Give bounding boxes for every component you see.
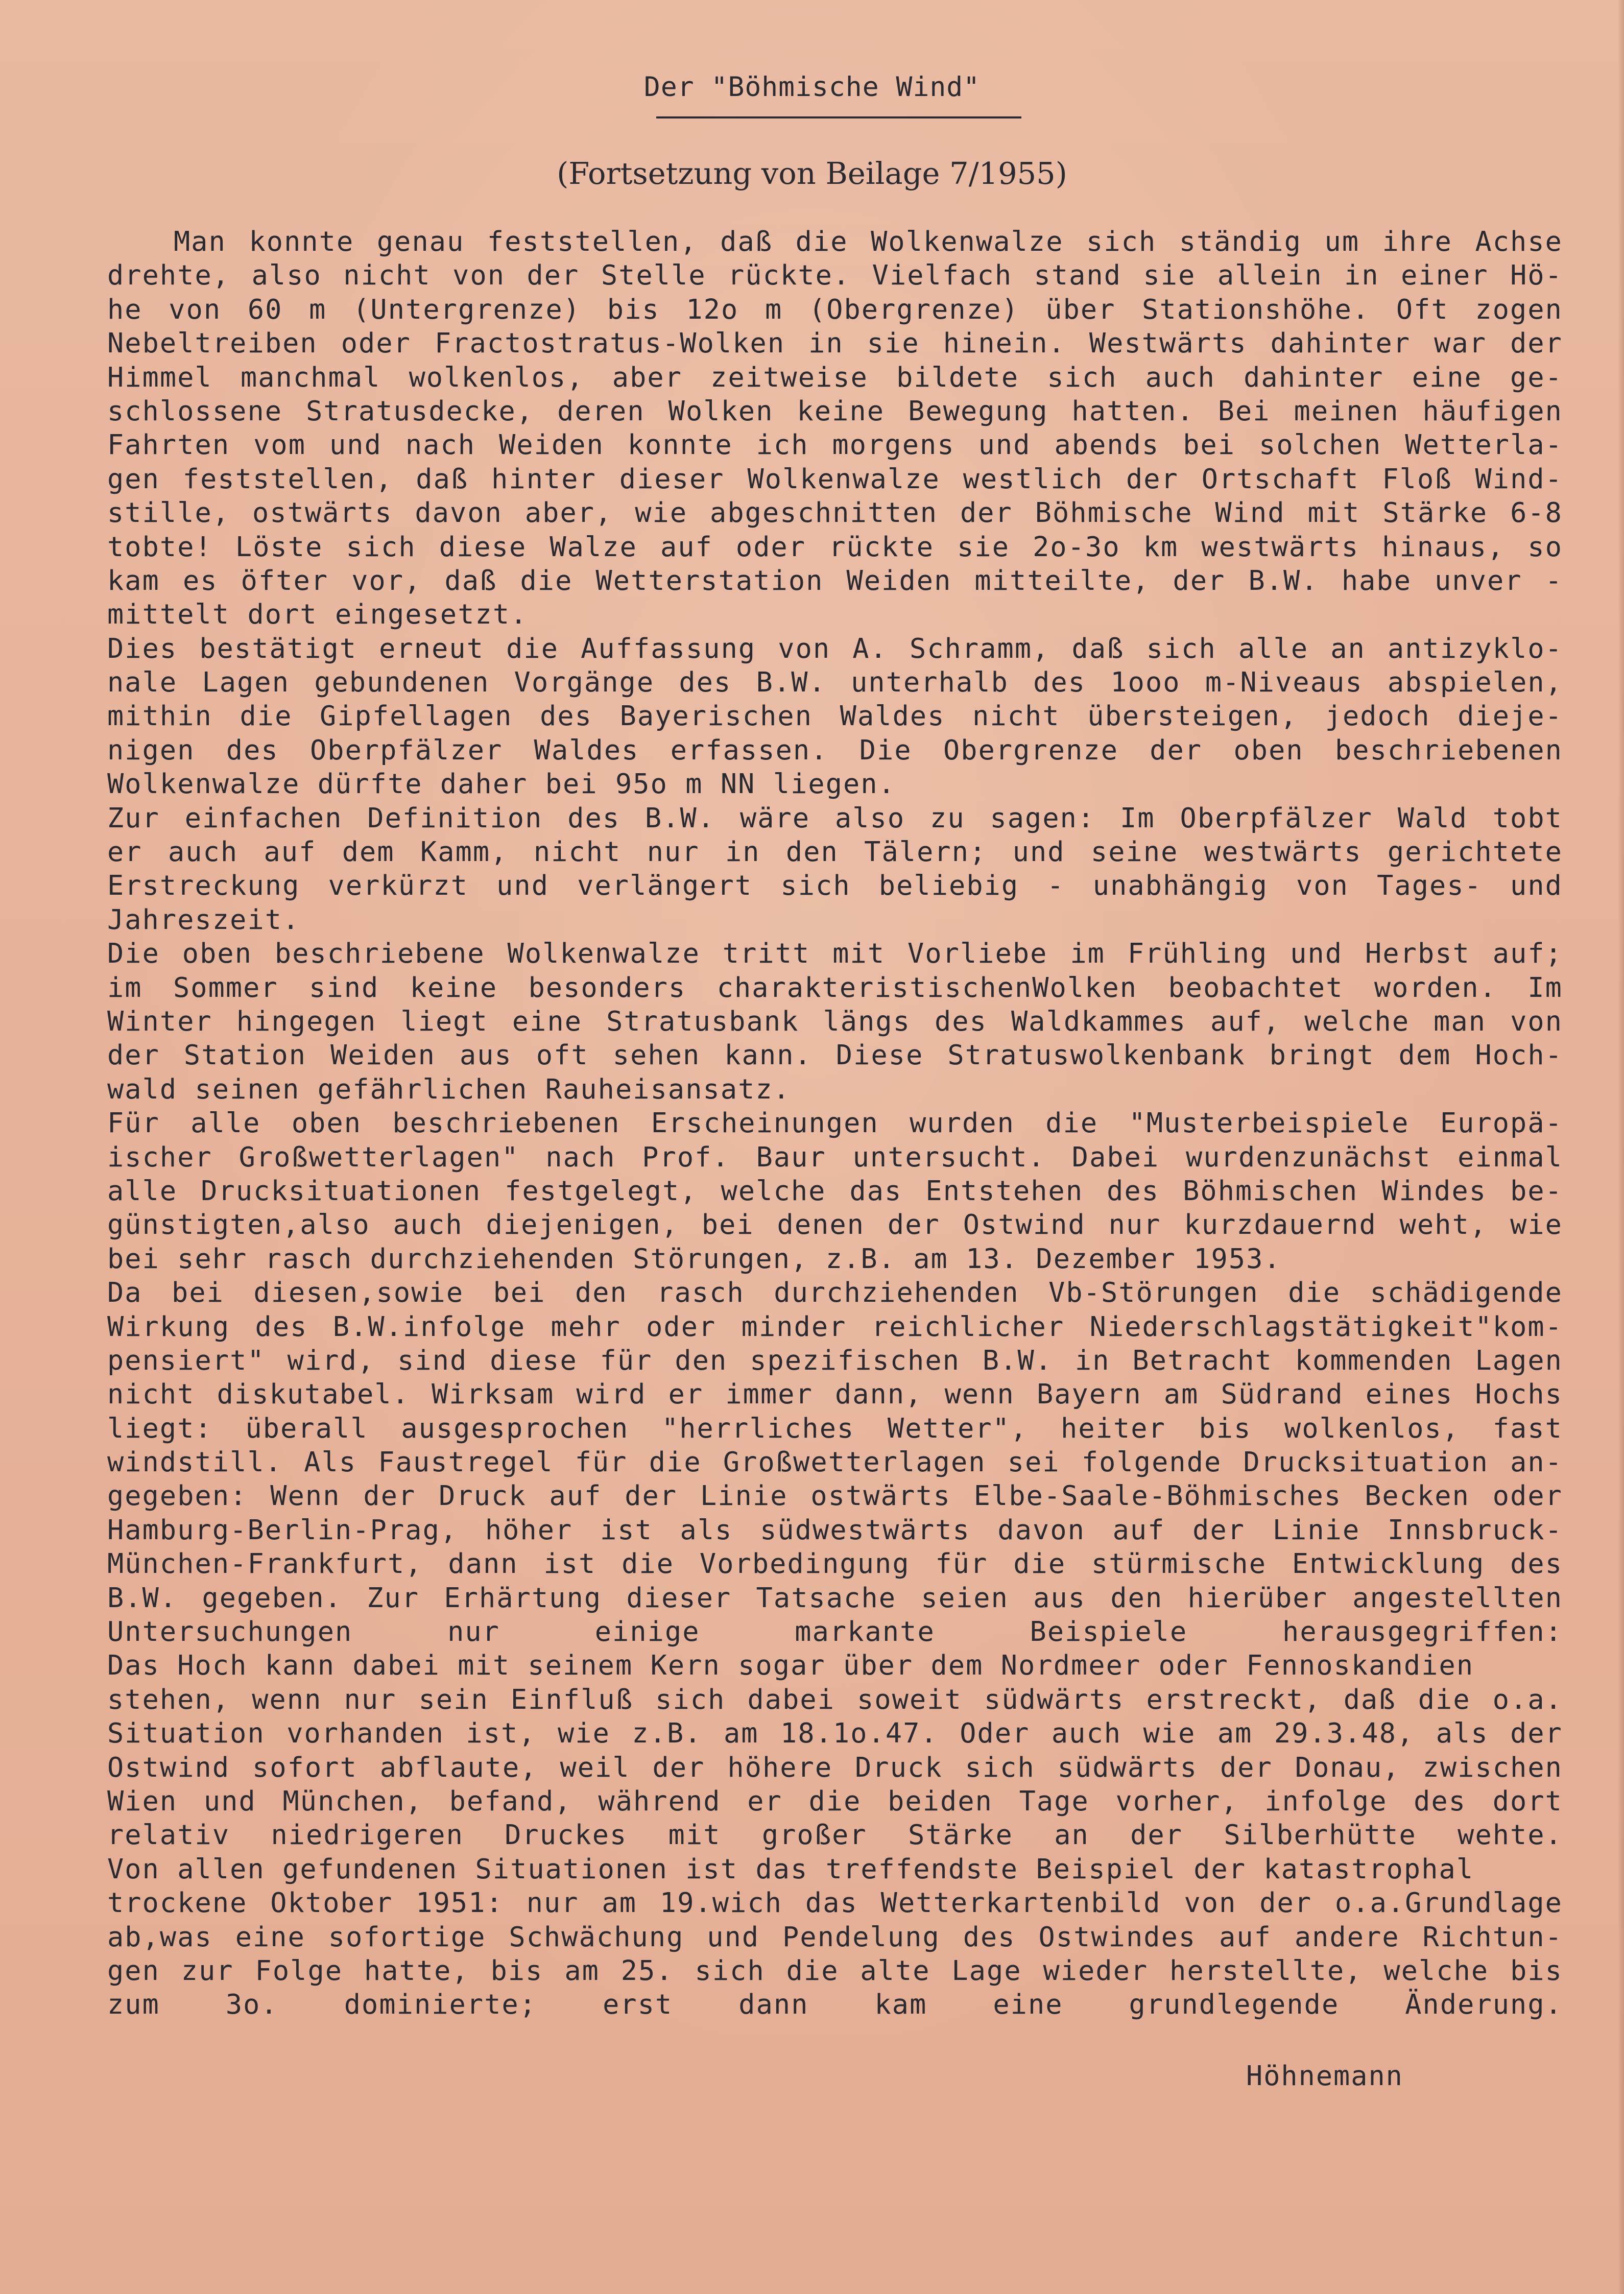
text-line: gen zur Folge hatte, bis am 25. sich die alte Lage wieder herstellte, welche bis [107,1954,1563,1987]
document-title: Der "Böhmische Wind" [643,71,981,103]
text-line: kam es öfter vor, daß die Wetterstation Weiden mitteilte, der B.W. habe unver - [107,564,1563,596]
text-line: nale Lagen gebundenen Vorgänge des B.W. unterhalb des 1ooo m-Niveaus abspielen, [107,666,1563,699]
text-line: pensiert" wird, sind diese für den spezifischen B.W. in Betracht kommenden Lagen [107,1344,1563,1376]
text-line: zum 3o. dominierte; erst dann kam eine grundlegende Änderung. [107,1988,1563,2021]
text-line: liegt: überall ausgesprochen "herrliches Wetter", heiter bis wolkenlos, fast [107,1412,1563,1444]
text-line: nigen des Oberpfälzer Waldes erfassen. Die Obergrenze der oben beschriebenen [107,733,1563,766]
text-line: er auch auf dem Kamm, nicht nur in den Tälern; und seine westwärts gerichtete [107,835,1563,868]
text-line: Die oben beschriebene Wolkenwalze tritt mit Vorliebe im Frühling und Herbst auf; [107,937,1563,970]
text-line: ab,was eine sofortige Schwächung und Pendelung des Ostwindes auf andere Richtun- [107,1920,1563,1953]
author-signature: Höhnemann [1246,2060,1403,2092]
text-line: Untersuchungen nur einige markante Beispiele herausgegriffen: [107,1615,1563,1648]
text-line: schlossene Stratusdecke, deren Wolken keine Bewegung hatten. Bei meinen häufigen [107,394,1563,427]
text-line: Von allen gefundenen Situationen ist das treffendste Beispiel der katastrophal [107,1852,1474,1885]
text-line: der Station Weiden aus oft sehen kann. Diese Stratuswolkenbank bringt dem Hoch- [107,1039,1563,1071]
text-line: bei sehr rasch durchziehenden Störungen, z.B. am 13. Dezember 1953. [107,1242,1281,1275]
text-line: Man konnte genau feststellen, daß die Wolkenwalze sich ständig um ihre Achse [174,225,1563,257]
text-line: Hamburg-Berlin-Prag, höher ist als südwestwärts davon auf der Linie Innsbruck- [107,1513,1563,1546]
text-line: drehte, also nicht von der Stelle rückte. Vielfach stand sie allein in einer Hö- [107,259,1563,292]
text-line: trockene Oktober 1951: nur am 19.wich das Wetterkartenbild von der o.a.Grundlage [107,1886,1563,1919]
page-edge-shadow [1618,0,1624,2294]
text-line: tobte! Löste sich diese Walze auf oder rückte sie 2o-3o km westwärts hinaus, so [107,530,1563,563]
text-line: Für alle oben beschriebenen Erscheinungen wurden die "Musterbeispiele Europä- [107,1107,1563,1139]
text-line: wald seinen gefährlichen Rauheisansatz. [107,1072,791,1105]
article-body [107,225,1563,2056]
text-line: gegeben: Wenn der Druck auf der Linie ostwärts Elbe-Saale-Böhmisches Becken oder [107,1479,1563,1512]
text-line: Dies bestätigt erneut die Auffassung von A. Schramm, daß sich alle an antizyklo- [107,632,1563,664]
text-line: nicht diskutabel. Wirksam wird er immer dann, wenn Bayern am Südrand eines Hochs [107,1378,1563,1411]
text-line: windstill. Als Faustregel für die Großwetterlagen sei folgende Drucksituation an- [107,1446,1563,1478]
text-line: Fahrten vom und nach Weiden konnte ich morgens und abends bei solchen Wetterla- [107,428,1563,461]
text-line: B.W. gegeben. Zur Erhärtung dieser Tatsache seien aus den hierüber angestellten [107,1581,1563,1614]
text-line: ischer Großwetterlagen" nach Prof. Baur untersucht. Dabei wurdenzunächst einmal [107,1140,1563,1173]
text-line: mittelt dort eingesetzt. [107,598,528,631]
text-line: Jahreszeit. [107,903,300,936]
document-subtitle: (Fortsetzung von Beilage 7/1955) [557,156,1067,191]
text-line: München-Frankfurt, dann ist die Vorbedingung für die stürmische Entwicklung des [107,1547,1563,1580]
text-line: Himmel manchmal wolkenlos, aber zeitweise bildete sich auch dahinter eine ge- [107,361,1563,393]
text-line: stehen, wenn nur sein Einfluß sich dabei soweit südwärts erstreckt, daß die o.a. [107,1683,1563,1715]
text-line: im Sommer sind keine besonders charakteristischenWolken beobachtet worden. Im [107,971,1563,1003]
text-line: Wien und München, befand, während er die beiden Tage vorher, infolge des dort [107,1784,1563,1817]
text-line: Wirkung des B.W.infolge mehr oder minder reichlicher Niederschlagstätigkeit"kom- [107,1310,1563,1343]
text-line: Winter hingegen liegt eine Stratusbank längs des Waldkammes auf, welche man von [107,1005,1563,1037]
text-line: gen feststellen, daß hinter dieser Wolkenwalze westlich der Ortschaft Floß Wind- [107,462,1563,495]
text-line: Wolkenwalze dürfte daher bei 95o m NN liegen. [107,768,896,800]
text-line: Nebeltreiben oder Fractostratus-Wolken in sie hinein. Westwärts dahinter war der [107,327,1563,360]
text-line: Erstreckung verkürzt und verlängert sich beliebig - unabhängig von Tages- und [107,869,1563,902]
text-line: Da bei diesen,sowie bei den rasch durchziehenden Vb-Störungen die schädigende [107,1276,1563,1309]
text-line: relativ niedrigeren Druckes mit großer Stärke an der Silberhütte wehte. [107,1819,1563,1851]
text-line [107,2022,1563,2056]
text-line: Das Hoch kann dabei mit seinem Kern sogar über dem Nordmeer oder Fennoskandien [107,1649,1474,1682]
text-line: mithin die Gipfellagen des Bayerischen Waldes nicht übersteigen, jedoch dieje- [107,700,1563,732]
text-line: günstigten,also auch diejenigen, bei denen der Ostwind nur kurzdauernd weht, wie [107,1208,1563,1241]
text-line: Situation vorhanden ist, wie z.B. am 18.1o.47. Oder auch wie am 29.3.48, als der [107,1717,1563,1750]
text-line: Zur einfachen Definition des B.W. wäre also zu sagen: Im Oberpfälzer Wald tobt [107,801,1563,834]
title-underline [656,116,1021,118]
text-line: he von 60 m (Untergrenze) bis 12o m (Obergrenze) über Stationshöhe. Oft zogen [107,293,1563,325]
text-line: alle Drucksituationen festgelegt, welche das Entstehen des Böhmischen Windes be- [107,1174,1563,1207]
text-line: stille, ostwärts davon aber, wie abgeschnitten der Böhmische Wind mit Stärke 6-8 [107,496,1563,529]
text-line: Ostwind sofort abflaute, weil der höhere Druck sich südwärts der Donau, zwischen [107,1751,1563,1783]
